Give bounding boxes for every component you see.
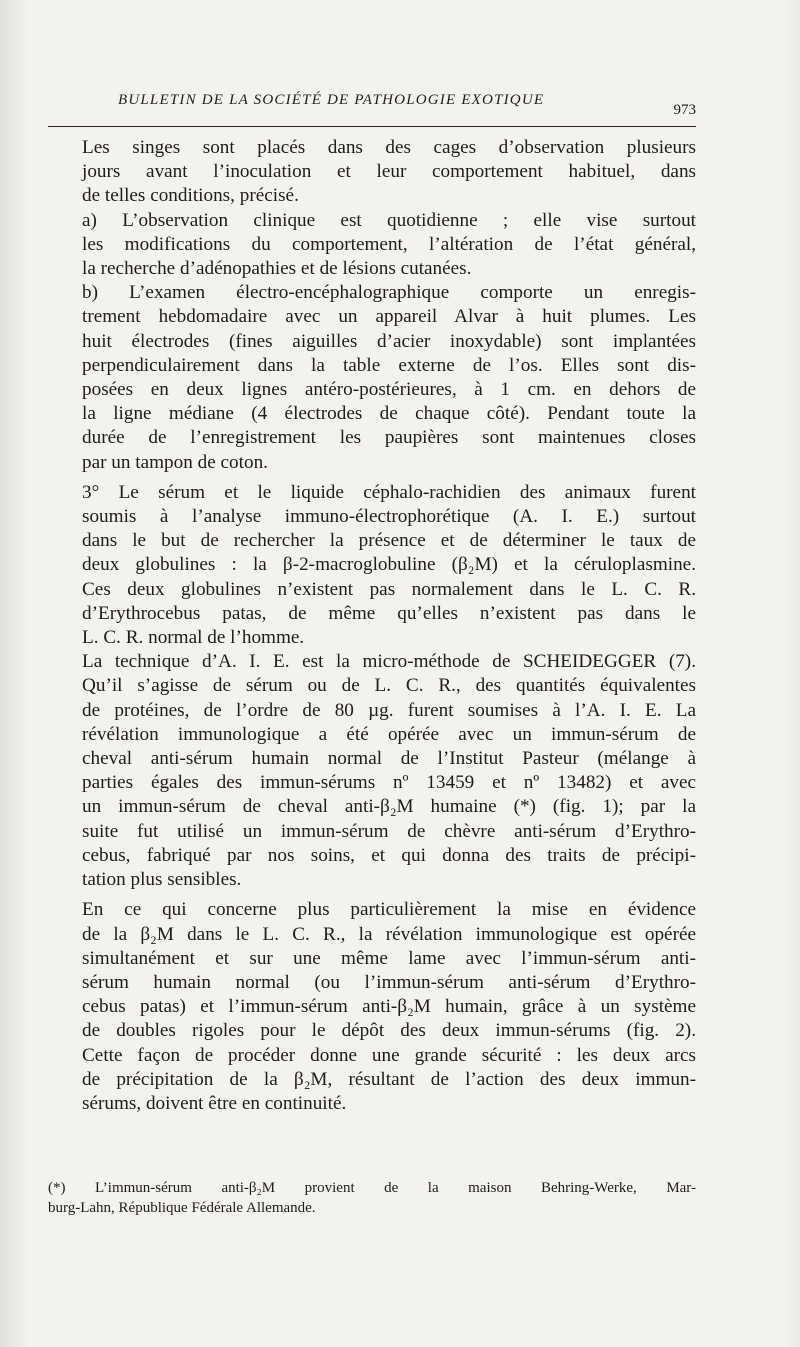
text-line: deux globulines : la β-2-macroglobuline (β₂M) et la céruloplasmine. [82, 554, 696, 576]
text-line: cheval anti-sérum humain normal de l’Institut Pasteur (mélange à [82, 748, 696, 770]
text-line: de précipitation de la β₂M, résultant de l’action des deux immun- [82, 1068, 696, 1090]
text-line: L. C. R. normal de l’homme. [82, 627, 305, 649]
text-line: trement hebdomadaire avec un appareil Alvar à huit plumes. Les [82, 306, 696, 328]
text-line: de la β₂M dans le L. C. R., la révélation immunologique est opérée [82, 923, 696, 945]
text-line: sérums, doivent être en continuité. [82, 1092, 347, 1114]
text-line: b) L’examen électro-encéphalographique comporte un enregis- [82, 282, 696, 304]
paragraph-eeg-examination [48, 281, 696, 475]
text-line: posées en deux lignes antéro-postérieures, à 1 cm. en dehors de [82, 379, 696, 401]
header-rule [48, 126, 696, 127]
journal-title: BULLETIN DE LA SOCIÉTÉ DE PATHOLOGIE EXOTIQUE [118, 92, 545, 108]
text-line: Les singes sont placés dans des cages d’observation plusieurs [82, 137, 696, 158]
text-line: de doubles rigoles pour le dépôt des deux immun-sérums (fig. 2). [82, 1020, 696, 1042]
running-header [48, 88, 696, 128]
paragraph-clinical-observation [48, 209, 696, 282]
text-line: révélation immunologique a été opérée avec un immun-sérum de [82, 723, 696, 745]
text-line: cebus patas) et l’immun-sérum anti-β₂M humain, grâce à un système [82, 996, 696, 1018]
footnote-line: burg-Lahn, République Fédérale Allemande. [48, 1200, 316, 1216]
paragraph-aie-technique [48, 650, 696, 892]
text-line: sérum humain normal (ou l’immun-sérum anti-sérum d’Erythro- [82, 971, 696, 993]
text-line: En ce qui concerne plus particulièrement la mise en évidence [82, 899, 696, 921]
text-line: Qu’il s’agisse de sérum ou de L. C. R., des quantités équivalentes [82, 675, 696, 697]
text-line: suite fut utilisé un immun-sérum de chèvre anti-sérum d’Erythro- [82, 820, 696, 842]
text-line: simultanément et sur une même lame avec l’immun-sérum anti- [82, 947, 696, 969]
text-line: jours avant l’inoculation et leur comportement habituel, dans [82, 161, 696, 183]
footnote-line: (*) L’immun-sérum anti-β₂M provient de la maison Behring-Werke, Mar- [48, 1180, 696, 1196]
text-line: de protéines, de l’ordre de 80 µg. furent soumises à l’A. I. E. La [82, 699, 696, 721]
text-line: la ligne médiane (4 électrodes de chaque côté). Pendant toute la [82, 403, 696, 425]
text-line: soumis à l’analyse immuno-électrophorétique (A. I. E.) surtout [82, 506, 696, 528]
text-line: par un tampon de coton. [82, 451, 268, 473]
paragraph-observation-cages [48, 136, 696, 209]
text-line: perpendiculairement dans la table externe de l’os. Elles sont dis- [82, 354, 696, 376]
text-line: un immun-sérum de cheval anti-β₂M humaine (*) (fig. 1); par la [82, 796, 696, 818]
text-line: la recherche d’adénopathies et de lésions cutanées. [82, 258, 472, 280]
text-line: cebus, fabriqué par nos soins, et qui donna des traits de précipi- [82, 844, 696, 866]
text-line: 3° Le sérum et le liquide céphalo-rachidien des animaux furent [82, 481, 696, 503]
text-line: durée de l’enregistrement les paupières sont maintenues closes [82, 427, 696, 449]
text-line: a) L’observation clinique est quotidienne ; elle vise surtout [82, 209, 696, 231]
paragraph-b2m-detection [48, 898, 696, 1116]
paragraph-serum-csf-analysis [48, 481, 696, 650]
text-line: les modifications du comportement, l’altération de l’état général, [82, 233, 696, 255]
text-line: tation plus sensibles. [82, 869, 242, 891]
text-line: parties égales des immun-sérums nº 13459 et nº 13482) et avec [82, 772, 696, 794]
page-number: 973 [673, 102, 696, 118]
text-line: d’Erythrocebus patas, de même qu’elles n’existent pas dans le [82, 602, 696, 624]
text-line: Ces deux globulines n’existent pas normalement dans le L. C. R. [82, 578, 696, 600]
text-line: La technique d’A. I. E. est la micro-méthode de SCHEIDEGGER (7). [82, 651, 696, 673]
text-line: de telles conditions, précisé. [82, 185, 299, 207]
text-line: Cette façon de procéder donne une grande sécurité : les deux arcs [82, 1044, 696, 1066]
text-line: huit électrodes (fines aiguilles d’acier inoxydable) sont implantées [82, 330, 696, 352]
article-body [48, 136, 696, 1116]
footnote [48, 1178, 696, 1218]
text-line: dans le but de rechercher la présence et de déterminer le taux de [82, 530, 696, 552]
